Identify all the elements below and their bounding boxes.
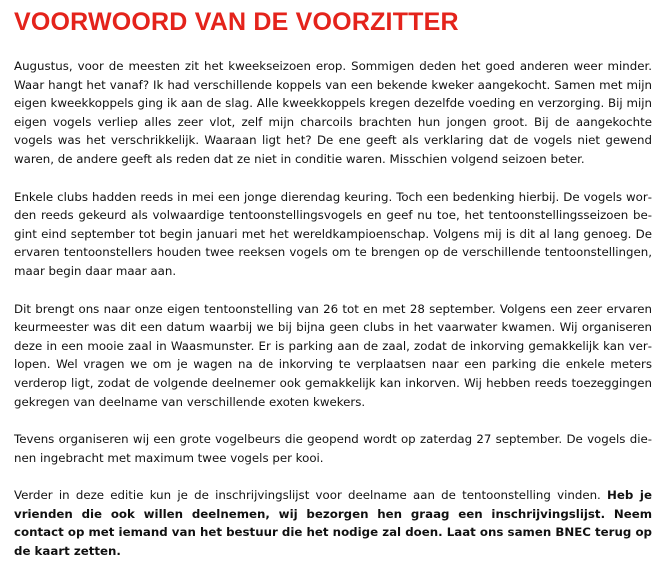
paragraph-bird-fair: Tevens organiseren wij een grote vogelbeurs die geopend wordt op zaterdag 27 september. De vogels dienen ingebracht met maximum twee vogels per kooi. <box>14 432 652 465</box>
closing-text: Verder in deze editie kun je de inschrijvingslijst voor deelname aan de tentoonstelling vinden. <box>14 488 608 503</box>
page-title: VOORWOORD VAN DE VOORZITTER <box>14 8 459 36</box>
article <box>14 7 652 580</box>
paragraph-exhibition: Dit brengt ons naar onze eigen tentoonstelling van 26 tot en met 28 september. Volgens een zeer ervaren keurmeester was dit een datum waarbij we bij bijna geen clubs in het vaarwater kwamen. Wij organiseren deze in een mooie zaal in Waasmunster. Er is parking aan de zaal, zodat de inkorving gemakkelijk kan verlopen. Wel vragen we om je wagen na de inkorving te verplaatsen naar een parking die enkele meters verderop ligt, zodat de volgende deelnemer ook gemakkelijk kan inkorven. Wij hebben reeds toezeggingen gekregen van deelname van verschillende exoten kwekers. <box>14 301 652 409</box>
closing-bold-text: Heb je vrienden die ook willen deelnemen, wij bezorgen hen graag een inschrijvingslijst. Neem contact op met iemand van het bestuur die het nodige zal doen. Laat ons samen BNEC terug op de kaart zetten. <box>14 488 652 559</box>
paragraph-closing <box>14 486 652 560</box>
paragraph-young-animal-day: Enkele clubs hadden reeds in mei een jonge dierendag keuring. Toch een bedenking hierbij. De vogels worden reeds gekeurd als volwaardige tentoonstellingsvogels en geef nu toe, het tentoonstellingsseizoen begint eind september tot begin januari met het wereldkampioenschap. Volgens mij is dit al lang genoeg. De ervaren tentoonstellers houden twee reeksen vogels om te brengen op de verschillende tentoonstellingen, maar begin daar maar aan. <box>14 189 652 278</box>
paragraph-breeding-season: Augustus, voor de meesten zit het kweekseizoen erop. Sommigen deden het goed anderen weer minder. Waar hangt het vanaf? Ik had verschillende koppels van een bekende kweker aangekocht. Samen met mijn eigen kweekkoppels ging ik aan de slag. Alle kweekkoppels kregen dezelfde voeding en verzorging. Bij mijn eigen vogels verliep alles zeer vlot, zelf mijn charcoils brachten hun jongen groot. Bij de aangekochte vogels was het verschrikkelijk. Waaraan ligt het? De ene geeft als verklaring dat de vogels niet gewend waren, de andere geeft als reden dat ze niet in conditie waren. Misschien volgend seizoen beter. <box>14 59 652 166</box>
